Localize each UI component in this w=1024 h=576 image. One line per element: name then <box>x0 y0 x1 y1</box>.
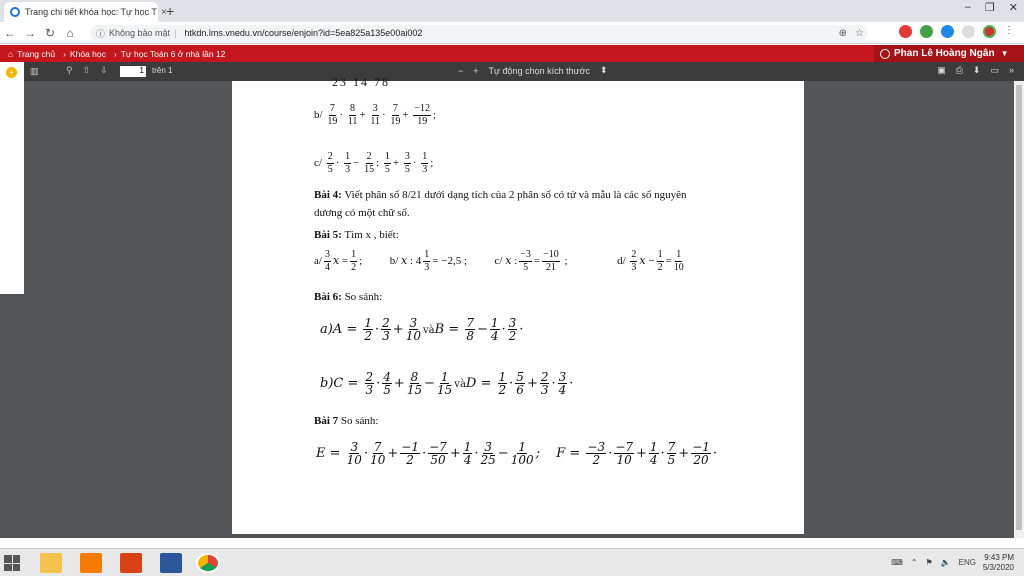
breadcrumb-separator: › <box>63 48 66 59</box>
zoom-in-button[interactable]: + <box>473 65 479 76</box>
chevron-down-icon: ▼ <box>1000 49 1009 58</box>
exercise-c: c/ $\frac{2}{5}$ · $\frac{1}{3}$ − $\frac{2}{15}$ : $\frac{1}{5}$ + $\frac{3}{5}$ · $\frac{1}{3}$ ; <box>314 151 434 175</box>
chevron-icon: ⬍ <box>600 65 608 75</box>
and-word: và <box>454 379 466 390</box>
item-label: b/ <box>389 255 399 268</box>
exercise-4-cont: dương có một chữ số. <box>314 207 410 219</box>
extension-3-icon[interactable] <box>941 25 954 38</box>
volume-icon[interactable]: 🔈 <box>940 558 951 567</box>
minimize-icon[interactable]: – <box>964 1 971 13</box>
next-page-icon[interactable]: ⇩ <box>100 65 108 75</box>
exercise-title: Bài 4: <box>314 189 342 201</box>
url-text: htkdn.lms.vnedu.vn/course/enjoin?id=5ea825a135e00ai002 <box>184 28 423 38</box>
close-window-icon[interactable]: ✕ <box>1008 2 1018 14</box>
user-icon <box>880 49 890 59</box>
extension-1-icon[interactable] <box>899 25 912 38</box>
pdf-right-tools <box>937 65 1014 76</box>
exercise-6 <box>314 291 382 303</box>
back-icon[interactable]: ← <box>4 25 16 40</box>
system-tray <box>891 558 976 567</box>
clock[interactable] <box>983 553 1014 573</box>
chat-icon[interactable]: + <box>6 67 17 78</box>
exercise-5 <box>314 229 399 241</box>
exercise-6b: b)C = $\frac{2}{3}$ · $\frac{4}{5}$ + $\frac{8}{15}$ − $\frac{1}{15}$ vàD = $\frac{1}{2}$ · $\frac{5}{6}$ + $\frac{2}{3}$ · $\frac{3}{4}$ · <box>320 370 574 397</box>
tab-close-icon[interactable]: × <box>160 6 167 18</box>
exercise-title: Bài 7 <box>314 415 339 427</box>
print-icon[interactable]: ⎙ <box>955 65 963 75</box>
more-tools-icon[interactable]: » <box>1008 65 1014 75</box>
pdf-toolbar <box>0 62 1024 81</box>
exercise-4 <box>314 189 686 201</box>
item-label: c/ <box>314 157 322 170</box>
breadcrumb-home[interactable]: Trang chủ <box>17 48 56 59</box>
exercise-text: So sánh: <box>344 291 383 303</box>
lang-indicator[interactable]: ENG <box>958 558 976 567</box>
zoom-icon[interactable]: ⊕ <box>838 27 848 39</box>
security-label: Không bảo mật <box>109 28 171 38</box>
pdf-page <box>232 75 804 534</box>
forward-icon[interactable]: → <box>24 25 36 40</box>
viewer-left-gutter <box>0 294 24 538</box>
exercise-text: So sánh: <box>340 415 379 427</box>
breadcrumb-separator: › <box>113 48 117 59</box>
partial-line: 23 14 78 <box>332 75 390 89</box>
site-favicon-icon <box>10 7 20 17</box>
new-tab-button[interactable]: + <box>166 3 175 19</box>
exercise-text: Viết phân số 8/21 dưới dạng tích của 2 phân số có tử và mẫu là các số nguyên <box>344 189 687 201</box>
download-icon[interactable]: ⬇ <box>972 65 981 75</box>
browser-tab[interactable] <box>4 2 167 22</box>
item-label: a/ <box>314 255 322 268</box>
file-explorer-icon[interactable] <box>40 553 62 573</box>
exercise-7-expr: E = $\frac{3}{10}$ · $\frac{7}{10}$ + $\frac{-1}{2}$ · $\frac{-7}{50}$ + $\frac{1}{4}$ · $\frac{3}{25}$ − $\frac{1}{100}$ ; F = $\frac{-3}{2}$ · $\frac{-7}{10}$ + $\frac{1}{4}$ · $\frac{7}{5}$ + $\frac{-1}{20}$ · <box>316 440 718 467</box>
start-button[interactable] <box>4 555 20 571</box>
clock-date: 5/3/2020 <box>982 563 1014 572</box>
restore-icon[interactable]: ❐ <box>984 2 995 14</box>
keyboard-icon[interactable]: ⌨ <box>891 558 903 567</box>
breadcrumb-courses[interactable]: Khóa học <box>69 48 106 59</box>
home-breadcrumb-icon: ⌂ <box>8 48 14 59</box>
app-orange-icon[interactable] <box>80 553 102 573</box>
left-panel <box>0 62 24 294</box>
zoom-out-button[interactable]: − <box>458 65 464 76</box>
info-icon[interactable]: ⓘ <box>96 28 106 39</box>
bookmark-icon[interactable]: ▭ <box>990 65 999 75</box>
item-label: d/ <box>617 255 626 268</box>
user-name: Phan Lê Hoàng Ngân <box>894 48 995 59</box>
home-icon[interactable]: ⌂ <box>66 25 74 40</box>
breadcrumb-course[interactable]: Tự học Toán 6 ở nhà lần 12 <box>120 48 226 59</box>
chevron-up-icon[interactable]: ⌃ <box>910 558 918 567</box>
chrome-icon[interactable] <box>196 553 220 573</box>
extensions-area <box>899 25 1014 38</box>
page-number-input[interactable]: 1 <box>120 66 146 77</box>
profile-avatar[interactable] <box>983 25 996 38</box>
extension-2-icon[interactable] <box>920 25 933 38</box>
zoom-controls <box>458 65 608 76</box>
pdf-nav-tools <box>66 65 108 76</box>
tab-title: Trang chi tiết khóa học: Tự học T <box>25 7 157 17</box>
address-field[interactable]: ⓘ Không bảo mật | htkdn.lms.vnedu.vn/course/enjoin?id=5ea825a135e00ai002 ⊕ ☆ <box>90 25 868 41</box>
windows-taskbar <box>0 548 1024 576</box>
item-label: b/ <box>314 109 323 122</box>
exercise-text: Tìm x , biết: <box>344 229 399 241</box>
exercise-6a: a)A = $\frac{1}{2}$ · $\frac{2}{3}$ + $\frac{3}{10}$ vàB = $\frac{7}{8}$ − $\frac{1}{4}$ · $\frac{3}{2}$ · <box>320 316 524 343</box>
bookmark-star-icon[interactable]: ☆ <box>855 27 864 39</box>
item-label: c/ <box>494 255 503 268</box>
exercise-title: Bài 5: <box>314 229 342 241</box>
flag-icon[interactable]: ⚑ <box>925 558 933 567</box>
clock-time: 9:43 PM <box>984 553 1014 562</box>
exercise-5-items: a/ $\frac{3}{4}$ x = $\frac{1}{2}$ ; b/ x : 4 $\frac{1}{3}$ = −2,5 ; c/ x : $\frac{-3}{5}$ = $\frac{-10}{21}$ ; d/ $\frac{2}{3}$ x − $\frac{1}{2}$ = $\frac{1}{10}$ <box>314 249 684 273</box>
user-menu[interactable] <box>874 45 1024 62</box>
prev-page-icon[interactable]: ⇧ <box>82 65 91 75</box>
sidebar-toggle-icon[interactable]: ▥ <box>30 66 39 76</box>
site-breadcrumb-bar <box>0 45 1024 62</box>
scrollbar-thumb[interactable] <box>1016 85 1022 530</box>
powerpoint-icon[interactable] <box>120 553 142 573</box>
window-controls <box>965 1 1018 14</box>
extension-4-icon[interactable] <box>962 25 975 38</box>
reload-icon[interactable]: ↻ <box>44 25 56 40</box>
browser-tab-strip <box>0 0 1024 22</box>
exercise-title: Bài 6: <box>314 291 342 303</box>
word-icon[interactable] <box>160 553 182 573</box>
exercise-7 <box>314 415 379 427</box>
open-file-icon[interactable]: ▣ <box>937 65 946 75</box>
zoom-select[interactable]: Tự động chọn kích thước <box>488 65 591 76</box>
exercise-b: b/ $\frac{7}{19}$ · $\frac{8}{11}$ + $\frac{3}{11}$ · $\frac{7}{19}$ + $\frac{-12}{19}$ ; <box>314 103 437 127</box>
and-word: và <box>422 325 435 336</box>
search-icon[interactable]: ⚲ <box>66 65 73 75</box>
menu-icon[interactable]: ⋮ <box>1004 25 1014 36</box>
page-count: trên 1 <box>152 66 173 75</box>
address-toolbar <box>0 22 1024 44</box>
